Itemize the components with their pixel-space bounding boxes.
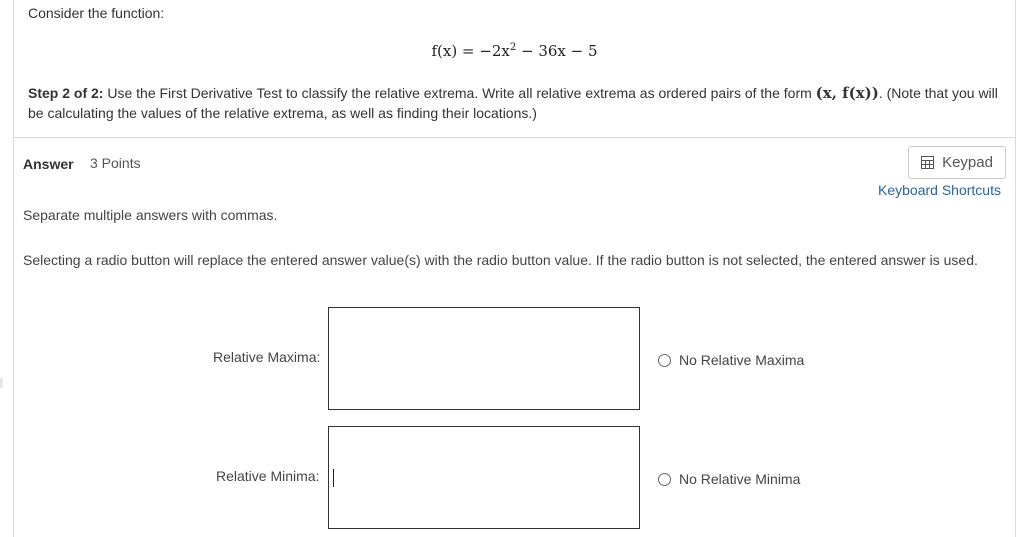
step-number: Step 2 of 2: bbox=[28, 85, 104, 101]
equation-lhs: f(x) = −2x bbox=[431, 42, 510, 60]
left-edge-mark bbox=[0, 378, 3, 388]
question-intro: Consider the function: bbox=[28, 5, 165, 21]
relative-maxima-label: Relative Maxima: bbox=[213, 349, 321, 365]
keypad-label: Keypad bbox=[942, 154, 993, 171]
question-section bbox=[13, 0, 1016, 138]
no-minima-label: No Relative Minima bbox=[679, 471, 801, 487]
text-caret bbox=[333, 469, 334, 487]
ordered-pair-math: (x, f(x)) bbox=[815, 84, 879, 102]
relative-minima-label: Relative Minima: bbox=[216, 468, 320, 484]
no-relative-minima-option[interactable] bbox=[658, 471, 800, 487]
step-text: Use the First Derivative Test to classify the relative extrema. Write all relative extrema as ordered pairs of the form bbox=[103, 85, 816, 101]
equation-rhs: − 36x − 5 bbox=[516, 42, 598, 60]
relative-minima-input[interactable] bbox=[328, 426, 640, 529]
no-maxima-label: No Relative Maxima bbox=[679, 352, 805, 368]
function-equation bbox=[13, 42, 1016, 60]
equation-exponent: 2 bbox=[509, 42, 517, 53]
points-value: 3 Points bbox=[90, 155, 141, 171]
no-relative-maxima-option[interactable] bbox=[658, 352, 804, 368]
keypad-grid-icon bbox=[921, 156, 934, 169]
step-instructions bbox=[28, 83, 998, 123]
answer-label: Answer bbox=[23, 156, 74, 172]
no-maxima-radio[interactable] bbox=[658, 354, 671, 367]
keypad-button[interactable] bbox=[908, 146, 1006, 179]
relative-maxima-input[interactable] bbox=[328, 307, 640, 410]
separate-answers-note: Separate multiple answers with commas. bbox=[23, 207, 278, 223]
radio-button-note: Selecting a radio button will replace the entered answer value(s) with the radio button value. If the radio button is not selected, the entered answer is used. bbox=[23, 252, 978, 268]
step-text-end: . (Note that you will be calculating the values of the relative extrema, as well as finding their locations.) bbox=[28, 85, 998, 121]
keyboard-shortcuts-link[interactable]: Keyboard Shortcuts bbox=[878, 182, 1001, 198]
no-minima-radio[interactable] bbox=[658, 473, 671, 486]
